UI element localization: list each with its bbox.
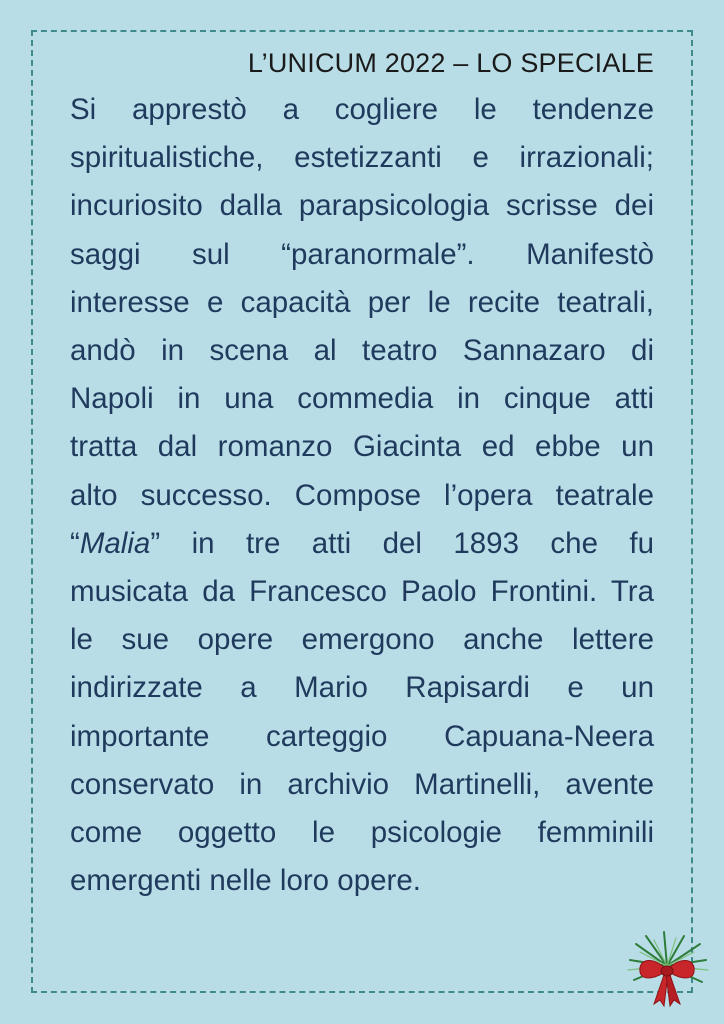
opera-title-italic: Malia	[79, 526, 151, 560]
text-line: andò in scena al teatro Sannazaro di	[70, 334, 654, 368]
text-line: importante carteggio Capuana-Neera	[70, 719, 654, 753]
text-line: spiritualistiche, estetizzanti e irrazionali;	[70, 141, 654, 175]
text-line: interesse e capacità per le recite teatrali,	[70, 285, 654, 319]
text-line: tratta dal romanzo Giacinta ed ebbe un	[70, 430, 654, 464]
text-line: indirizzate a Mario Rapisardi e un	[70, 671, 654, 705]
text-line: saggi sul “paranormale”. Manifestò	[70, 237, 654, 271]
page-header: L’UNICUM 2022 – LO SPECIALE	[247, 48, 654, 78]
open-quote: “	[70, 526, 80, 560]
text-line: conservato in archivio Martinelli, avente	[70, 767, 654, 801]
text-line-malia	[70, 520, 654, 568]
text-line: alto successo. Compose l’opera teatrale	[70, 478, 654, 512]
text-line: incuriosito dalla parapsicologia scrisse dei	[70, 189, 654, 223]
text-line: musicata da Francesco Paolo Frontini. Tra	[70, 575, 654, 609]
article-body	[70, 86, 654, 905]
text-line: come oggetto le psicologie femminili	[70, 816, 654, 850]
text-line: Si apprestò a cogliere le tendenze	[70, 93, 654, 126]
christmas-bow-pine-icon	[624, 930, 710, 1010]
text-line: emergenti nelle loro opere.	[70, 864, 421, 898]
text-line: Napoli in una commedia in cinque atti	[70, 382, 654, 416]
text-line: le sue opere emergono anche lettere	[70, 623, 654, 657]
line-rest: ” in tre atti del 1893 che fu	[150, 526, 654, 560]
